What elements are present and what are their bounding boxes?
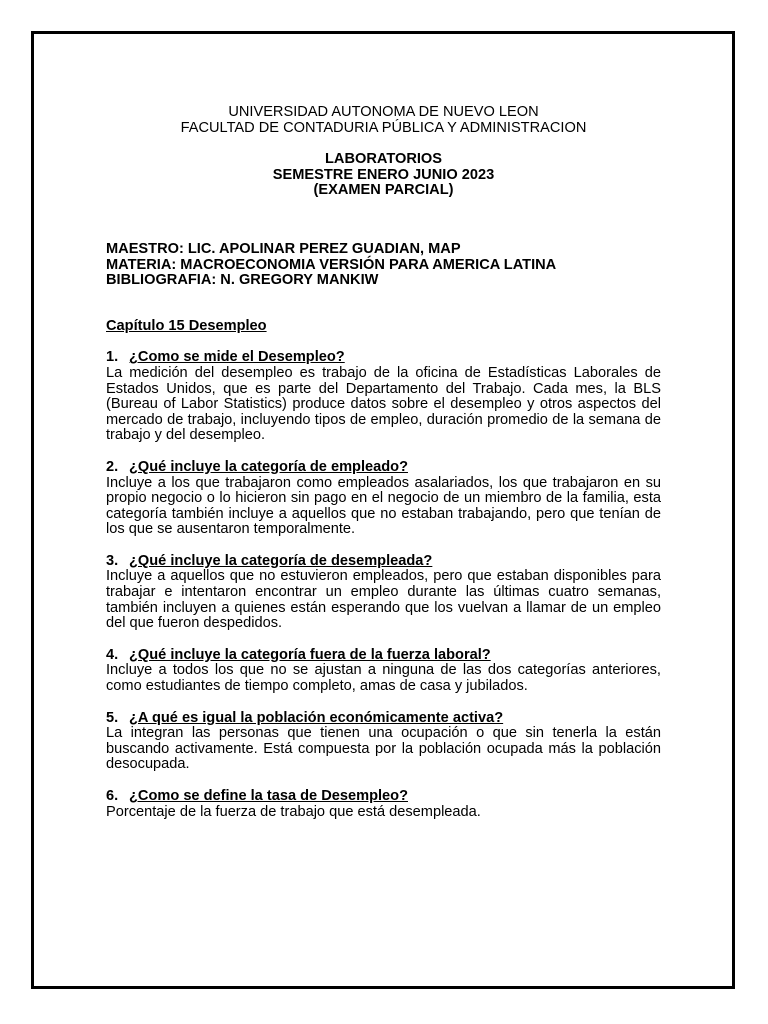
question-heading [106,648,661,664]
question-heading [106,789,661,805]
question-block-5 [106,711,661,773]
answer-text: Incluye a los que trabajaron como empleados asalariados, los que trabajaron en su propio negocio o lo hicieron sin pago en el negocio de un miembro de la familia, esta categoría también incluye a aquellos que no estaban trabajando, pero que tenían de los que se ausentaron temporalmente. [106,474,661,538]
question-number: 1. [106,349,119,366]
question-block-3 [106,554,661,632]
question-number: 6. [106,788,119,804]
question-text: ¿Como se define la tasa de Desempleo? [129,788,408,804]
question-text: ¿A qué es igual la población económicamente activa? [129,709,504,726]
document-body [106,105,661,820]
bibliography-line: BIBLIOGRAFIA: N. GREGORY MANKIW [106,272,379,289]
question-text: ¿Como se mide el Desempleo? [129,349,345,366]
teacher-line: MAESTRO: LIC. APOLINAR PEREZ GUADIAN, MAP [106,240,461,257]
exam-label: (EXAMEN PARCIAL) [313,182,454,199]
question-block-2 [106,460,661,538]
question-heading [106,350,661,366]
question-text: ¿Qué incluye la categoría de empleado? [129,458,408,475]
question-text: ¿Qué incluye la categoría de desempleada? [129,552,433,569]
university-name: UNIVERSIDAD AUTONOMA DE NUEVO LEON [228,104,539,120]
lab-title-block [106,152,661,199]
chapter-heading: Capítulo 15 Desempleo [106,317,267,334]
question-block-1 [106,350,661,444]
question-number: 5. [106,709,119,726]
question-block-4 [106,648,661,695]
semester-label: SEMESTRE ENERO JUNIO 2023 [272,166,495,183]
lab-title: LABORATORIOS [324,151,443,168]
question-number: 2. [106,458,119,475]
question-number: 3. [106,552,119,569]
answer-text: La medición del desempleo es trabajo de la oficina de Estadísticas Laborales de Estados Unidos, que es parte del Departamento del Trabajo. Cada mes, la BLS (Bureau of Labor Statistics) produce datos sobre el desempleo y otros aspectos del mercado de trabajo, incluyendo tipos de empleo, duración promedio de la semana de trabajo y del desempleo. [106,364,661,444]
faculty-name: FACULTAD DE CONTADURIA PÚBLICA Y ADMINISTRACION [180,119,587,136]
answer-text: La integran las personas que tienen una ocupación o que sin tenerla la están buscando activamente. Está compuesta por la población ocupada más la población desocupada. [106,725,661,773]
subject-line: MATERIA: MACROECONOMIA VERSIÓN PARA AMERICA LATINA [106,256,557,273]
answer-text: Porcentaje de la fuerza de trabajo que está desempleada. [106,803,481,820]
document-header [106,105,661,136]
question-number: 4. [106,646,119,663]
answer-text: Incluye a todos los que no se ajustan a ninguna de las dos categorías anteriores, como estudiantes de tiempo completo, amas de casa y jubilados. [106,662,661,695]
question-heading [106,711,661,727]
question-block-6 [106,789,661,820]
question-text: ¿Qué incluye la categoría fuera de la fuerza laboral? [129,646,491,663]
answer-text: Incluye a aquellos que no estuvieron empleados, pero que estaban disponibles para trabajar e intentaron encontrar un empleo durante las últimas cuatro semanas, también incluyen a quienes están esperando que los vuelvan a llamar de un empleo del que fueron despedidos. [106,568,661,632]
course-info [106,242,661,289]
question-heading [106,460,661,476]
question-heading [106,554,661,570]
